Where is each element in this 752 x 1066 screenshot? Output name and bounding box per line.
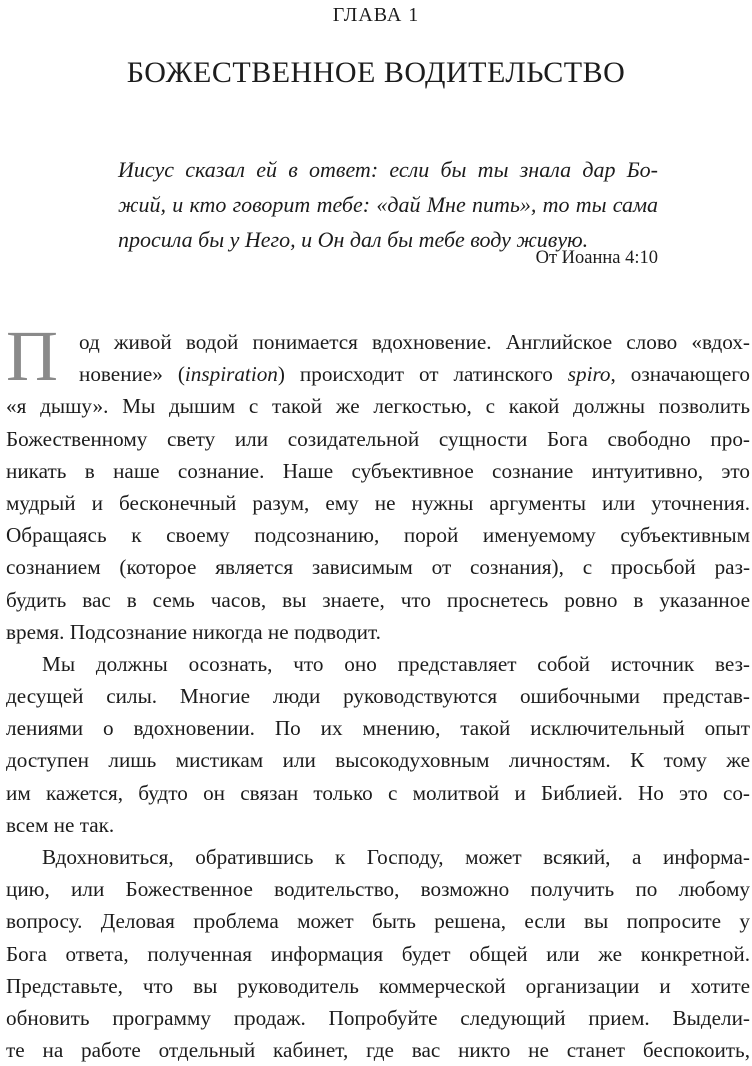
italic-term: spiro xyxy=(567,362,611,387)
text-line: им кажется, будто он связан только с молитвой и Библией. Но это со- xyxy=(6,780,750,805)
text-line: вопросу. Деловая проблема может быть решена, если вы попросите у xyxy=(6,909,750,934)
chapter-number: ГЛАВА 1 xyxy=(332,4,420,26)
text-line: будить вас в семь часов, вы знаете, что проснетесь ровно в указанное xyxy=(6,587,750,612)
text-line: всем не так. xyxy=(6,812,115,837)
epigraph-line: просила бы у Него, и Он дал бы тебе воду живую. xyxy=(118,227,589,252)
text-line: обновить программу продаж. Попробуйте следующий прием. Выдели- xyxy=(6,1005,750,1030)
text-line: те на работе отдельный кабинет, где вас никто не станет беспокоить, xyxy=(6,1038,750,1063)
text-line: Мы должны осознать, что оно представляет собой источник вез- xyxy=(42,651,750,676)
text-line: мудрый и бесконечный разум, ему не нужны аргументы или уточнения. xyxy=(6,490,750,515)
text-line: Вдохновиться, обратившись к Господу, может всякий, а информа- xyxy=(42,845,750,869)
paragraph-1 xyxy=(6,316,750,648)
text-line: сознанием (которое является зависимым от сознания), с просьбой раз- xyxy=(6,555,750,580)
text-line: лениями о вдохновении. По их мнению, такой исключительный опыт xyxy=(6,716,750,741)
text-line: од живой водой понимается вдохновение. Английское слово «вдох- xyxy=(79,330,750,354)
text-line: Божественному свету или созидательной сущности Бога свободно про- xyxy=(6,426,750,451)
text-line: десущей силы. Многие люди руководствуются ошибочными представ- xyxy=(6,684,750,709)
epigraph-line: жий, и кто говорит тебе: «дай Мне пить», то ты сама xyxy=(118,192,658,217)
text-line: новение» (inspiration) происходит от латинского spiro, означающего xyxy=(79,362,750,387)
drop-cap: П xyxy=(6,316,58,396)
text-line: время. Подсознание никогда не подводит. xyxy=(6,619,381,644)
text-line: Обращаясь к своему подсознанию, порой именуемому субъективным xyxy=(6,523,750,548)
paragraph-2 xyxy=(6,648,750,841)
body-text xyxy=(6,316,750,1066)
epigraph-source: От Иоанна 4:10 xyxy=(535,248,658,268)
text-line: «я дышу». Мы дышим с такой же легкостью, с какой должны позволить xyxy=(6,394,750,419)
text-line: никать в наше сознание. Наше субъективное сознание интуитивно, это xyxy=(6,458,750,483)
chapter-title: БОЖЕСТВЕННОЕ ВОДИТЕЛЬСТВО xyxy=(126,56,626,89)
paragraph-3 xyxy=(6,841,750,1066)
text-line: Бога ответа, полученная информация будет общей или же конкретной. xyxy=(6,941,750,966)
text-line: Представьте, что вы руководитель коммерческой организации и хотите xyxy=(6,973,750,998)
italic-term: inspiration xyxy=(184,362,278,387)
text-line: цию, или Божественное водительство, возможно получить по любому xyxy=(6,877,750,902)
text-line: доступен лишь мистикам или высокодуховным личностям. К тому же xyxy=(6,748,750,773)
epigraph xyxy=(118,152,658,257)
epigraph-line: Иисус сказал ей в ответ: если бы ты знала дар Бо- xyxy=(118,157,658,182)
